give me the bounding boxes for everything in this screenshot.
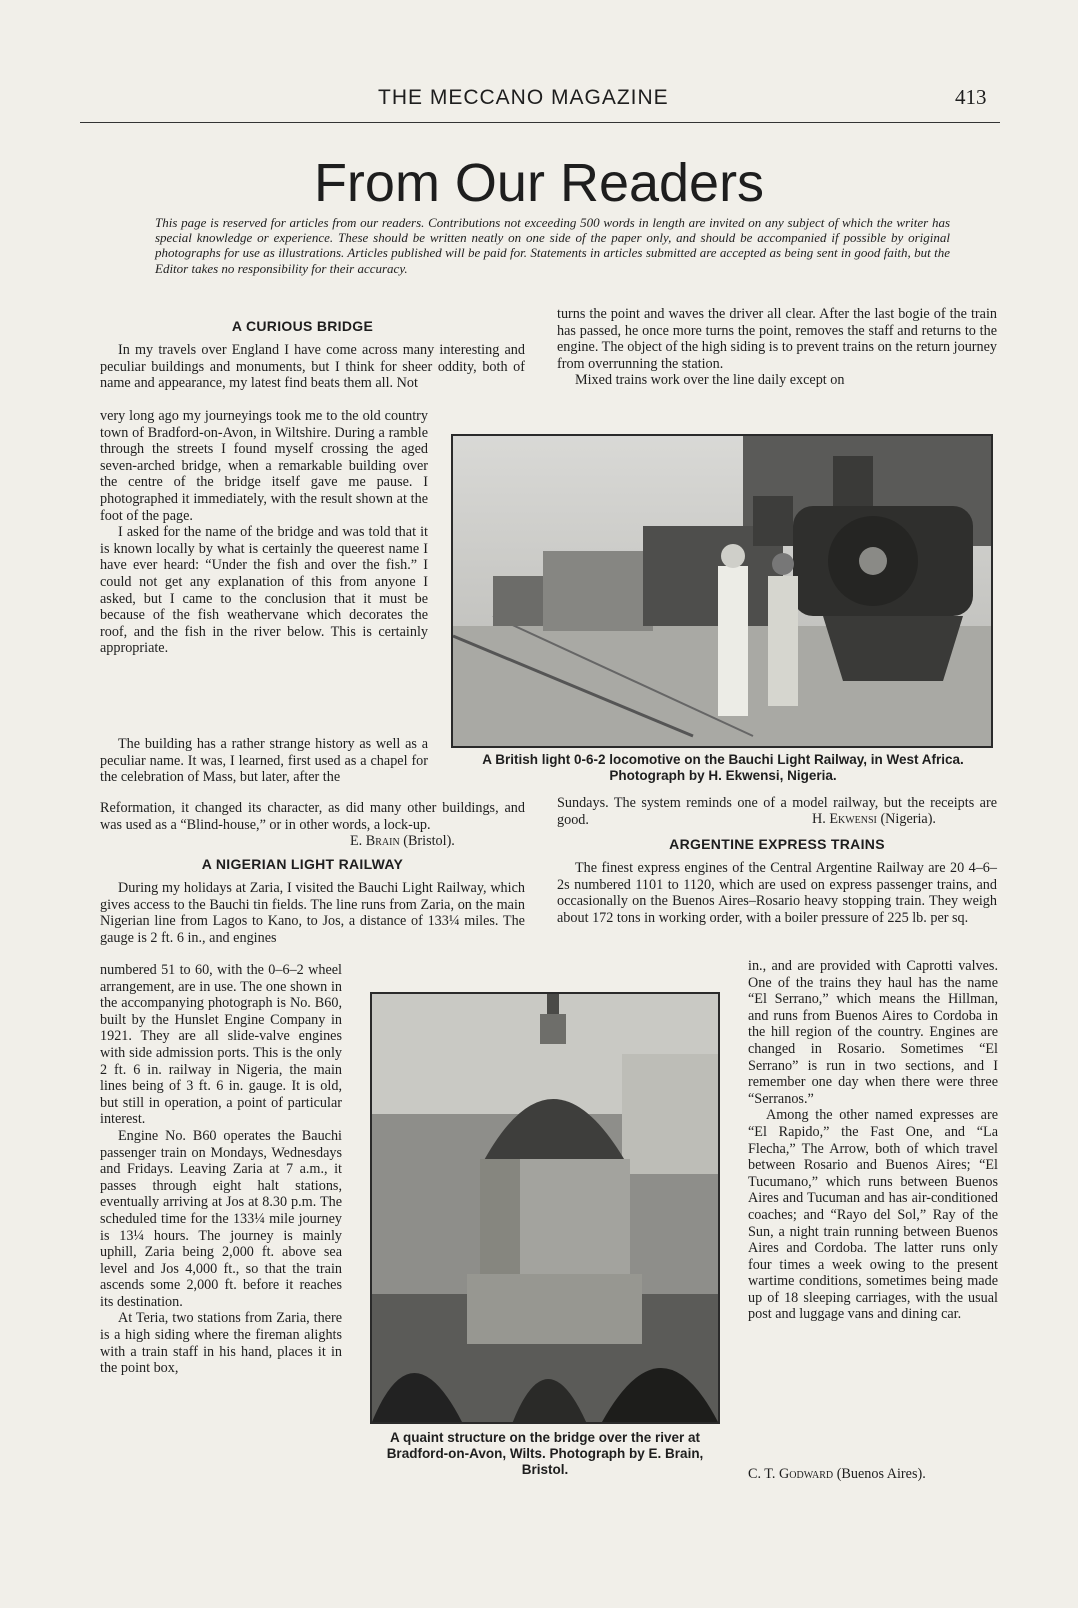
argentine-para-1b: in., and are provided with Caprotti valves. One of the trains they haul has the name “El Serrano,” which means the Hillman, and runs from Buenos Aires to Cordoba in the hill region of the country. Engines are changed in Rosario. Sometimes “El Serrano” is run in two sections, and I remember one day when there were three “Serranos.” bbox=[748, 958, 998, 1107]
argentine-author: C. T. Godward bbox=[748, 1466, 834, 1482]
nigeria-para-1b: numbered 51 to 60, with the 0–6–2 wheel arrangement, are in use. The one shown in the accompanying photograph is No. B60, built by the Hunslet Engine Company in 1921. They are all slide-valve engines with side admission ports. This is the only 2 ft. 6 in. railway in Nigeria, the main lines being of 3 ft. 6 in. gauge. It is old, but still in operation, a point of particular interest. bbox=[100, 962, 342, 1128]
bridge-caption: A quaint structure on the bridge over the river at Bradford-on-Avon, Wilts. Photograph by E. Brain, Bristol. bbox=[386, 1430, 704, 1477]
train-photograph bbox=[451, 434, 993, 748]
heading-curious-bridge: A CURIOUS BRIDGE bbox=[231, 318, 374, 334]
blind-house-illustration bbox=[372, 994, 718, 1422]
bridge-para-1b: very long ago my journeyings took me to the old country town of Bradford-on-Avon, in Wiltshire. During a ramble through the streets I found myself crossing the aged seven-arched bridge, when a remarkable building over the centre of the bridge itself gave me pause. I photographed it immediately, with the result shown at the foot of the page. bbox=[100, 408, 428, 524]
bridge-photograph bbox=[370, 992, 720, 1424]
page-title: From Our Readers bbox=[313, 153, 765, 213]
locomotive-illustration bbox=[453, 436, 991, 746]
argentine-text-narrow bbox=[748, 958, 998, 1323]
train-caption: A British light 0-6-2 locomotive on the Bauchi Light Railway, in West Africa. Photograph by H. Ekwensi, Nigeria. bbox=[482, 752, 964, 783]
argentine-para-2: Among the other named expresses are “El Rapido,” the Fast One, and “La Flecha,” The Arrow, both of which travel between Rosario and Buenos Aires; “El Tucumano,” which runs between Buenos Aires and Tucuman and has air-conditioned coaches; and “Rayo del Sol,” Ray of the Sun, a night train running between Buenos Aires and Cordoba. The latter runs only four times a week owing to the present wartime conditions, sometimes being made up of 18 sleeping carriages, with the usual post and luggage vans and dining car. bbox=[748, 1107, 998, 1323]
bridge-signature bbox=[350, 833, 525, 850]
bridge-place: (Bristol). bbox=[403, 833, 455, 849]
nigeria-para-1a: During my holidays at Zaria, I visited the Bauchi Light Railway, which gives access to the Bauchi tin fields. The line runs from Zaria, on the main Nigerian line from Lagos to Kano, to Jos, a distance of 133¼ miles. The gauge is 2 ft. 6 in., and engines bbox=[100, 880, 525, 946]
nigeria-signature bbox=[812, 811, 1002, 828]
nigeria-para-4: turns the point and waves the driver all clear. After the last bogie of the train has passed, he once more turns the point, removes the staff and returns to the engine. The object of the high siding is to prevent trains on the return journey from overrunning the station. bbox=[557, 306, 997, 372]
bridge-author: E. Brain bbox=[350, 833, 400, 849]
nigeria-para-2: Engine No. B60 operates the Bauchi passenger train on Mondays, Wednesdays and Fridays. Leaving Zaria at 7 a.m., it passes through eight halt stations, eventually arriving at Jos at 8.30 p.m. The scheduled time for the 133¼ mile journey is 13¼ hours. The journey is mainly uphill, Zaria being 2,000 ft. above sea level and Jos 4,000 ft., so that the train ascends some 2,000 ft. before it reaches its destination. bbox=[100, 1127, 342, 1310]
nigeria-para-3: At Teria, two stations from Zaria, there is a high siding where the fireman alights with a train staff in his hand, places it in the point box, bbox=[100, 1310, 342, 1377]
nigeria-para-5: Mixed trains work over the line daily except on bbox=[575, 372, 845, 389]
nigeria-author: H. Ekwensi bbox=[812, 811, 877, 827]
bridge-para-3b: Reformation, it changed its character, as did many other buildings, and was used as a “Blind-house,” or in other words, a lock-up. bbox=[100, 800, 525, 833]
bridge-para-1a: In my travels over England I have come across many interesting and peculiar buildings and monuments, but I think for sheer oddity, both of name and appearance, my latest find beats them all. Not bbox=[100, 342, 525, 392]
page-number: 413 bbox=[955, 85, 987, 109]
nigeria-continuation bbox=[557, 306, 997, 389]
argentine-place: (Buenos Aires). bbox=[836, 1466, 926, 1482]
nigeria-place: (Nigeria). bbox=[880, 811, 936, 827]
bridge-para-3a: The building has a rather strange history as well as a peculiar name. It was, I learned, first used as a chapel for the celebration of Mass, but later, after the bbox=[100, 736, 428, 786]
nigeria-para-6: Sundays. The system reminds one of a model railway, but the receipts are good. bbox=[557, 795, 997, 828]
heading-nigerian-railway: A NIGERIAN LIGHT RAILWAY bbox=[201, 856, 404, 872]
argentine-signature bbox=[748, 1466, 1008, 1483]
argentine-para-1a: The finest express engines of the Central Argentine Railway are 20 4–6–2s numbered 1101 to 1120, which are used on express passenger trains, and occasionally on the Buenos Aires–Rosario heavy stopping train. They weigh about 172 tons in working order, with a boiler pressure of 225 lb. per sq. bbox=[557, 860, 997, 926]
bridge-para-2: I asked for the name of the bridge and was told that it is known locally by what is certainly the queerest name I have ever heard: “Under the fish and over the fish.” I could not get any explanation of this from anyone I asked, but I came to the conclusion that it must be because of the fish weathervane which decorates the roof, and the fish in the river below. This is certainly appropriate. bbox=[100, 524, 428, 657]
bridge-text-narrow bbox=[100, 408, 428, 657]
magazine-name: THE MECCANO MAGAZINE bbox=[378, 86, 669, 109]
heading-argentine-trains: ARGENTINE EXPRESS TRAINS bbox=[669, 836, 885, 852]
intro-note: This page is reserved for articles from our readers. Contributions not exceeding 500 words in length are invited on any subject of which the writer has special knowledge or experience. These should be written neatly on one side of the paper only, and should be accompanied if possible by original photographs for use as illustrations. Articles published will be paid for. Statements in articles submitted are accepted as being sent in good faith, but the Editor takes no responsibility for their accuracy. bbox=[155, 215, 950, 276]
nigeria-text-narrow bbox=[100, 962, 342, 1377]
